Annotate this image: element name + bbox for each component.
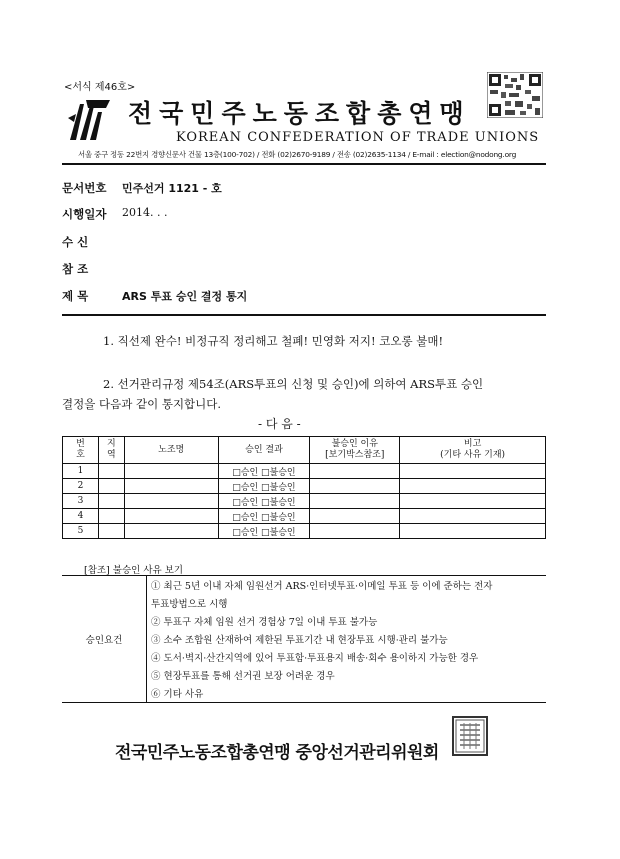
doc-number-value: 민주선거 1121 - 호	[122, 182, 222, 195]
row-note[interactable]	[400, 494, 546, 509]
row-union[interactable]	[124, 509, 218, 524]
issuer-signature: 전국민주노동조합총연맹 중앙선거관리위원회	[115, 743, 439, 763]
row-number: 5	[63, 524, 99, 539]
header-divider	[62, 163, 546, 165]
table-row	[63, 509, 546, 524]
row-number: 1	[63, 464, 99, 479]
row-result-checkboxes[interactable]: □승인 □불승인	[218, 494, 310, 509]
row-result-checkboxes[interactable]: □승인 □불승인	[218, 524, 310, 539]
recipient-label: 수 신	[62, 235, 89, 249]
criteria-item: ④ 도서·벽지·산간지역에 있어 투표함·투표용지 배송·회수 용이하지 가능한 경우	[151, 653, 479, 664]
section-heading: - 다 음 -	[258, 417, 301, 431]
criteria-item: ① 최근 5년 이내 자체 임원선거 ARS·인터넷투표·이메일 투표 등 이에 준하는 전자	[151, 581, 493, 592]
notice-paragraph-line1: 2. 선거관리규정 제54조(ARS투표의 신청 및 승인)에 의하여 ARS투표 승인	[103, 377, 484, 391]
table-row	[63, 524, 546, 539]
criteria-item: ③ 소수 조합원 산재하여 제한된 투표기간 내 현장투표 시행·관리 불가능	[151, 635, 448, 646]
row-reason[interactable]	[310, 464, 400, 479]
row-union[interactable]	[124, 524, 218, 539]
criteria-item: ⑤ 현장투표를 통해 선거권 보장 어려운 경우	[151, 671, 335, 682]
row-note[interactable]	[400, 524, 546, 539]
table-row	[63, 464, 546, 479]
org-name-english: KOREAN CONFEDERATION OF TRADE UNIONS	[176, 130, 540, 145]
row-union[interactable]	[124, 464, 218, 479]
meta-divider	[62, 314, 546, 316]
row-number: 4	[63, 509, 99, 524]
row-union[interactable]	[124, 479, 218, 494]
col-header-region: 지 역	[98, 437, 124, 464]
criteria-label: 승인요건	[62, 576, 147, 703]
official-seal-icon	[452, 716, 488, 756]
criteria-item: ② 투표구 자체 임원 선거 경험상 7일 이내 투표 불가능	[151, 617, 378, 628]
criteria-table	[62, 575, 546, 703]
qr-code-icon	[487, 72, 543, 118]
row-result-checkboxes[interactable]: □승인 □불승인	[218, 464, 310, 479]
row-note[interactable]	[400, 509, 546, 524]
criteria-item: ⑥ 기타 사유	[151, 689, 204, 700]
row-region[interactable]	[98, 524, 124, 539]
notice-paragraph-line2: 결정을 다음과 같이 통지합니다.	[62, 397, 222, 411]
kctu-logo-icon	[62, 96, 114, 148]
col-header-reason: 불승인 이유 [보기박스참조]	[310, 437, 400, 464]
row-reason[interactable]	[310, 494, 400, 509]
subject-value: ARS 투표 승인 결정 통지	[122, 290, 248, 303]
row-region[interactable]	[98, 479, 124, 494]
row-number: 2	[63, 479, 99, 494]
table-header-row	[63, 437, 546, 464]
subject-label: 제 목	[62, 289, 89, 303]
table-row	[63, 494, 546, 509]
row-reason[interactable]	[310, 524, 400, 539]
row-region[interactable]	[98, 509, 124, 524]
doc-number-label: 문서번호	[62, 181, 107, 195]
date-value: 2014. . .	[122, 206, 168, 219]
col-header-note: 비고 (기타 사유 기재)	[400, 437, 546, 464]
row-result-checkboxes[interactable]: □승인 □불승인	[218, 509, 310, 524]
row-reason[interactable]	[310, 509, 400, 524]
row-region[interactable]	[98, 464, 124, 479]
row-note[interactable]	[400, 464, 546, 479]
slogan-paragraph: 1. 직선제 완수! 비정규직 정리해고 철폐! 민영화 저지! 코오롱 불매!	[103, 334, 444, 348]
form-number: <서식 제46호>	[64, 82, 136, 93]
contact-address: 서울 중구 정동 22번지 경향신문사 건물 13층(100-702) / 전화 (02)2670-9189 / 전송 (02)2635-1134 / E-mail : election@nodong.org	[78, 150, 517, 159]
row-note[interactable]	[400, 479, 546, 494]
col-header-number: 번 호	[63, 437, 99, 464]
org-name-korean: 전국민주노동조합총연맹	[128, 99, 471, 128]
row-number: 3	[63, 494, 99, 509]
row-union[interactable]	[124, 494, 218, 509]
row-region[interactable]	[98, 494, 124, 509]
col-header-union: 노조명	[124, 437, 218, 464]
row-result-checkboxes[interactable]: □승인 □불승인	[218, 479, 310, 494]
date-label: 시행일자	[62, 207, 107, 221]
criteria-item: 투표방법으로 시행	[151, 599, 228, 610]
vote-result-table	[62, 436, 546, 539]
criteria-title: [참조] 불승인 사유 보기	[84, 565, 184, 576]
row-reason[interactable]	[310, 479, 400, 494]
col-header-result: 승인 결과	[218, 437, 310, 464]
table-row	[63, 479, 546, 494]
reference-label: 참 조	[62, 262, 89, 276]
